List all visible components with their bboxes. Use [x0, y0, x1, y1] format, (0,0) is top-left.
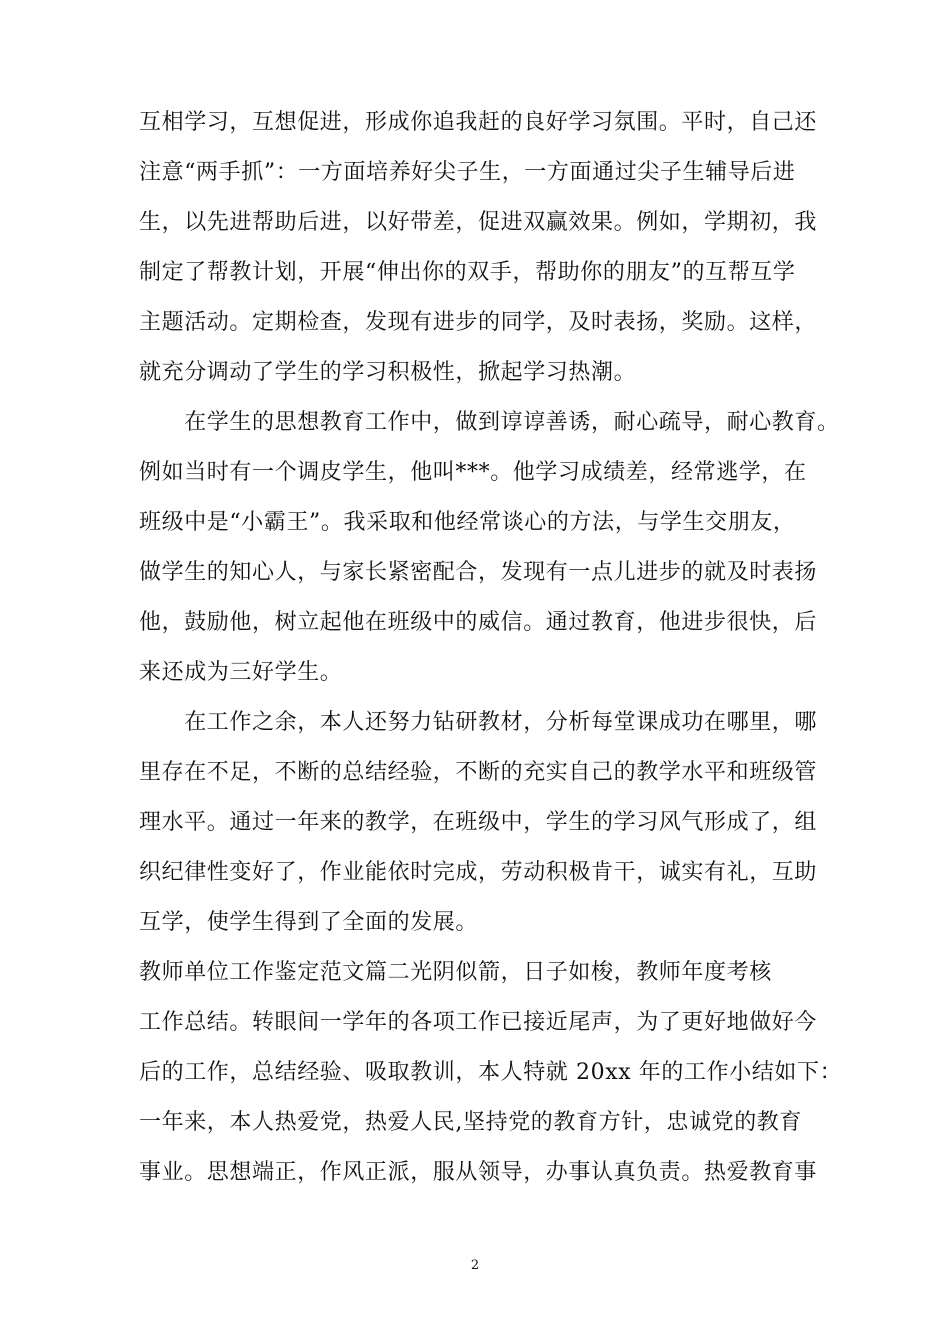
- text-line: 理水平。通过一年来的教学，在班级中，学生的学习风气形成了，组: [139, 810, 818, 835]
- text-line: 工作总结。转眼间一学年的各项工作已接近尾声，为了更好地做好今: [139, 1010, 818, 1035]
- text-line: 后的工作，总结经验、吸取教训，本人特就 20xx 年的工作小结如下：: [139, 1060, 843, 1085]
- page-number: 2: [470, 1258, 480, 1273]
- text-line: 他，鼓励他，树立起他在班级中的威信。通过教育，他进步很快，后: [139, 610, 818, 635]
- text-line: 在工作之余，本人还努力钻研教材，分析每堂课成功在哪里，哪: [139, 710, 818, 735]
- text-line: 就充分调动了学生的学习积极性，掀起学习热潮。: [139, 360, 637, 385]
- text-line: 一年来，本人热爱党，热爱人民,坚持党的教育方针，忠诚党的教育: [139, 1110, 802, 1135]
- text-line: 生，以先进帮助后进，以好带差，促进双赢效果。例如，学期初，我: [139, 210, 818, 235]
- text-line: 做学生的知心人，与家长紧密配合，发现有一点儿进步的就及时表扬: [139, 560, 818, 585]
- text-line: 主题活动。定期检查，发现有进步的同学，及时表扬，奖励。这样，: [139, 310, 818, 335]
- text-line: 互学，使学生得到了全面的发展。: [139, 910, 479, 935]
- text-line: 例如当时有一个调皮学生，他叫***。他学习成绩差，经常逃学，在: [139, 460, 807, 485]
- text-line: 注意“两手抓”：一方面培养好尖子生，一方面通过尖子生辅导后进: [139, 160, 796, 185]
- text-line: 教师单位工作鉴定范文篇二光阴似箭，日子如梭，教师年度考核: [139, 960, 772, 985]
- text-line: 在学生的思想教育工作中，做到谆谆善诱，耐心疏导，耐心教育。: [139, 410, 840, 435]
- text-line: 事业。思想端正，作风正派，服从领导，办事认真负责。热爱教育事: [139, 1160, 818, 1185]
- text-line: 来还成为三好学生。: [139, 660, 343, 685]
- text-line: 互相学习，互想促进，形成你追我赶的良好学习氛围。平时，自己还: [139, 110, 818, 135]
- text-line: 班级中是“小霸王”。我采取和他经常谈心的方法，与学生交朋友，: [139, 510, 796, 535]
- text-line: 织纪律性变好了，作业能依时完成，劳动积极肯干，诚实有礼，互助: [139, 860, 818, 885]
- text-line: 里存在不足，不断的总结经验，不断的充实自己的教学水平和班级管: [139, 760, 818, 785]
- text-line: 制定了帮教计划，开展“伸出你的双手，帮助你的朋友”的互帮互学: [139, 260, 796, 285]
